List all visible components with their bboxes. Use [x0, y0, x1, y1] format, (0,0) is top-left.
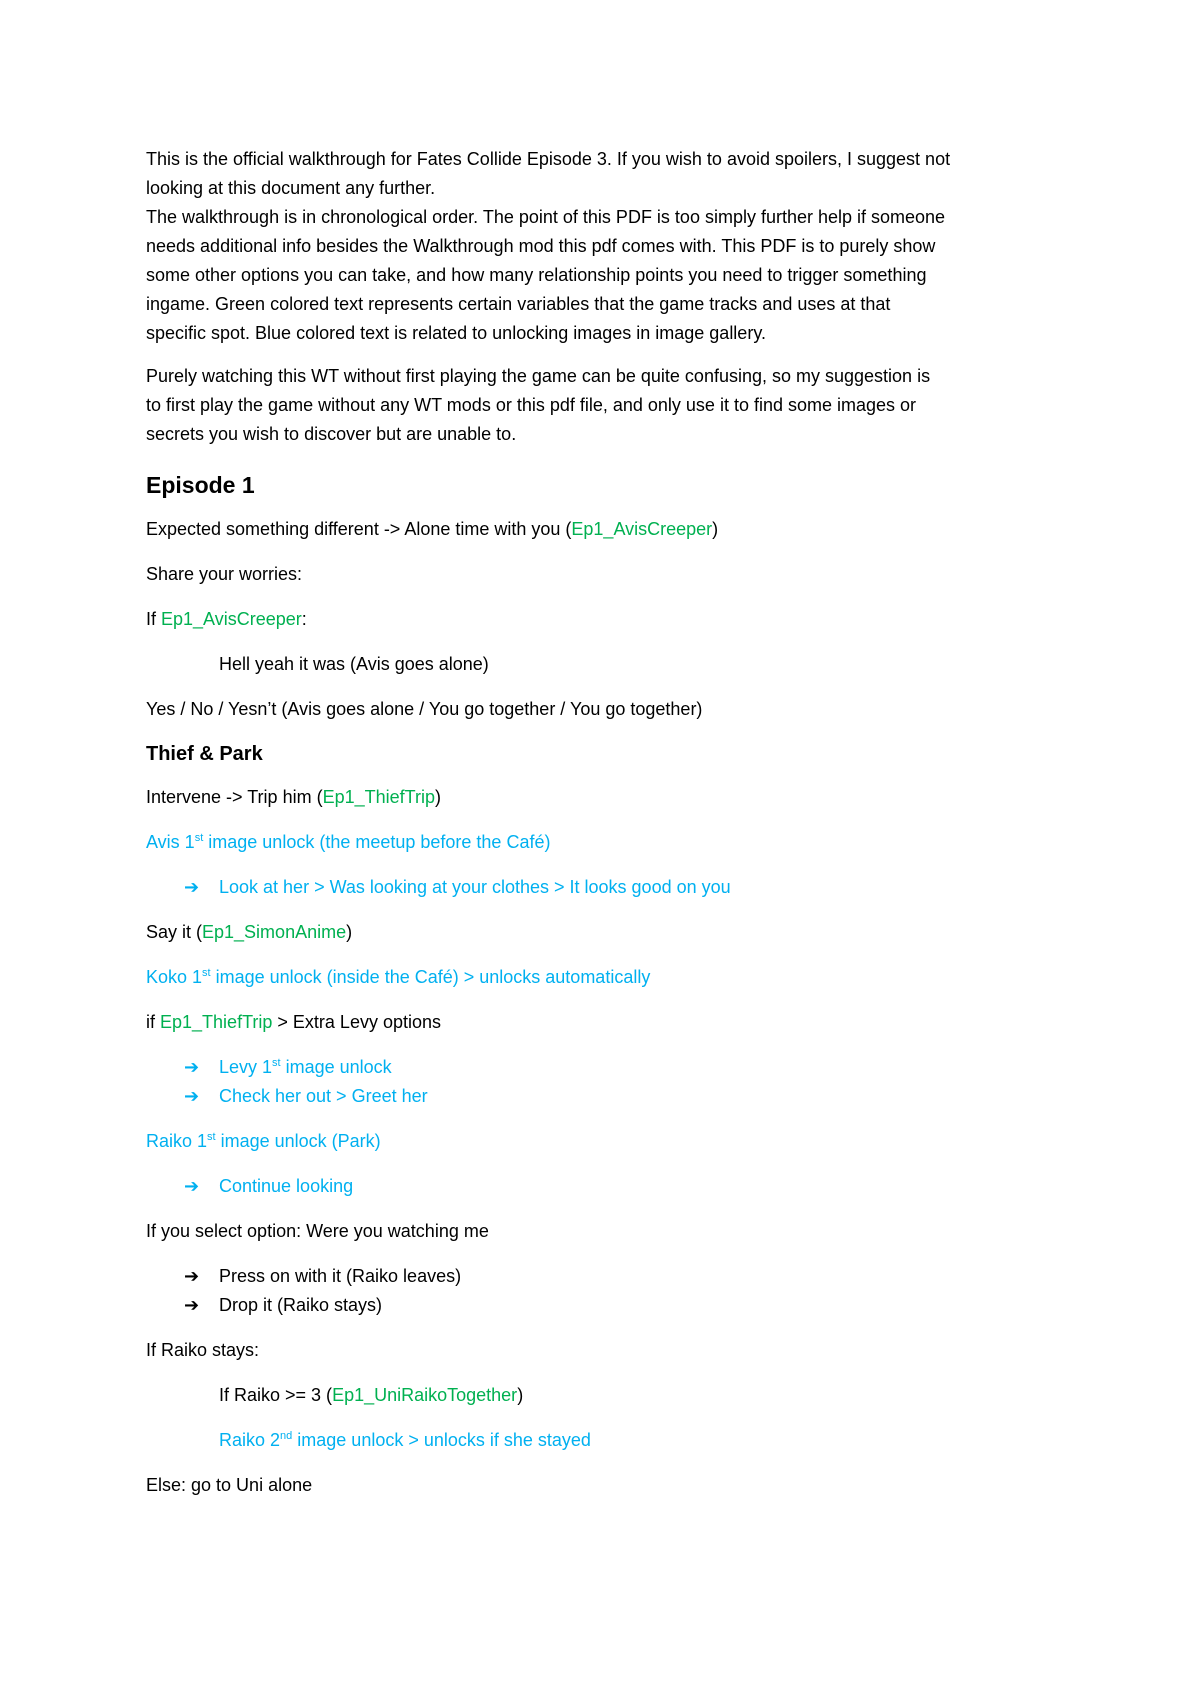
unlock-text: image unlock (inside the Café) > unlocks automatically	[210, 967, 651, 987]
choice-line: Hell yeah it was (Avis goes alone)	[219, 654, 489, 674]
condition-text: )	[517, 1385, 524, 1405]
variable-name: Ep1_AvisCreeper	[571, 519, 713, 539]
choice-line	[146, 783, 1076, 812]
image-unlock-line	[146, 1127, 1076, 1156]
ordinal-suffix: nd	[280, 1430, 293, 1442]
intro-paragraph-2	[146, 203, 1076, 348]
arrow-list	[146, 1172, 1076, 1201]
condition-line	[219, 1381, 1076, 1410]
arrow-icon: ➔	[184, 1086, 200, 1106]
intro-line: looking at this document any further.	[146, 178, 436, 198]
arrow-icon: ➔	[184, 1057, 200, 1077]
arrow-list	[146, 1262, 1076, 1320]
condition-text: If	[146, 609, 162, 629]
unlock-text: image unlock > unlocks if she stayed	[292, 1430, 591, 1450]
arrow-item	[184, 873, 1076, 902]
image-unlock-line	[219, 1426, 1076, 1455]
image-unlock-line	[146, 963, 1076, 992]
unlock-text: Koko 1	[146, 967, 203, 987]
intro-line: specific spot. Blue colored text is related to unlocking images in image gallery.	[146, 323, 766, 343]
unlock-text: image unlock	[280, 1057, 392, 1077]
choice-line: If you select option: Were you watching me	[146, 1221, 489, 1241]
choice-text: )	[434, 787, 441, 807]
condition-text: :	[301, 609, 307, 629]
arrow-item	[184, 1172, 1076, 1201]
variable-name: Ep1_ThiefTrip	[322, 787, 435, 807]
intro-paragraph-3	[146, 362, 1076, 449]
unlock-text: Raiko 2	[219, 1430, 281, 1450]
condition-text: If Raiko >= 3 (	[219, 1385, 333, 1405]
condition-text: > Extra Levy options	[272, 1012, 441, 1032]
image-unlock-line	[146, 828, 1076, 857]
intro-line: some other options you can take, and how many relationship points you need to trigger something	[146, 265, 927, 285]
arrow-item-text	[219, 1053, 392, 1082]
intro-line: Purely watching this WT without first playing the game can be quite confusing, so my suggestion is	[146, 366, 931, 386]
ordinal-suffix: st	[207, 1131, 216, 1143]
condition-line	[146, 605, 1076, 634]
condition-line: If Raiko stays:	[146, 1340, 260, 1360]
variable-name: Ep1_UniRaikoTogether	[332, 1385, 518, 1405]
choice-text: )	[346, 922, 353, 942]
choice-line	[146, 515, 1076, 544]
intro-line: This is the official walkthrough for Fates Collide Episode 3. If you wish to avoid spoilers, I suggest not	[146, 149, 951, 169]
choice-text: Expected something different -> Alone time with you (	[146, 519, 572, 539]
intro-line: secrets you wish to discover but are unable to.	[146, 424, 517, 444]
arrow-item-text: Look at her > Was looking at your clothes > It looks good on you	[219, 877, 731, 897]
unlock-text: image unlock (the meetup before the Café)	[203, 832, 551, 852]
variable-name: Ep1_AvisCreeper	[161, 609, 302, 629]
unlock-text: image unlock (Park)	[215, 1131, 381, 1151]
document-body	[146, 145, 1076, 1516]
episode-1-heading: Episode 1	[146, 472, 255, 498]
arrow-item-text: Press on with it (Raiko leaves)	[219, 1266, 462, 1286]
choice-line	[146, 918, 1076, 947]
ordinal-suffix: st	[194, 832, 204, 844]
variable-name: Ep1_ThiefTrip	[160, 1012, 273, 1032]
condition-text: if	[146, 1012, 161, 1032]
intro-paragraph-1	[146, 145, 1076, 203]
arrow-item-text: Check her out > Greet her	[219, 1086, 428, 1106]
arrow-item	[184, 1082, 1076, 1111]
choice-line: Share your worries:	[146, 564, 303, 584]
unlock-text: Raiko 1	[146, 1131, 208, 1151]
arrow-list	[146, 873, 1076, 902]
arrow-item	[184, 1291, 1076, 1320]
unlock-text: Avis 1	[146, 832, 195, 852]
ordinal-suffix: st	[202, 967, 211, 979]
choice-line: Else: go to Uni alone	[146, 1475, 313, 1495]
intro-line: to first play the game without any WT mods or this pdf file, and only use it to find some images or	[146, 395, 917, 415]
choice-line: Yes / No / Yesn’t (Avis goes alone / You go together / You go together)	[146, 699, 703, 719]
intro-line: The walkthrough is in chronological order. The point of this PDF is too simply further help if someone	[146, 207, 946, 227]
arrow-icon: ➔	[184, 1295, 200, 1315]
arrow-icon: ➔	[184, 877, 200, 897]
arrow-icon: ➔	[184, 1266, 200, 1286]
arrow-item-text: Continue looking	[219, 1176, 354, 1196]
unlock-text: Levy 1	[219, 1057, 273, 1077]
choice-text: )	[712, 519, 719, 539]
intro-line: ingame. Green colored text represents certain variables that the game tracks and uses at that	[146, 294, 891, 314]
variable-name: Ep1_SimonAnime	[202, 922, 347, 942]
choice-text: Intervene -> Trip him (	[146, 787, 323, 807]
arrow-icon: ➔	[184, 1176, 200, 1196]
ordinal-suffix: st	[272, 1057, 281, 1069]
arrow-item-text: Drop it (Raiko stays)	[219, 1295, 383, 1315]
arrow-item	[184, 1053, 1076, 1082]
intro-line: needs additional info besides the Walkthrough mod this pdf comes with. This PDF is to purely show	[146, 236, 936, 256]
arrow-item	[184, 1262, 1076, 1291]
thief-park-heading: Thief & Park	[146, 743, 263, 765]
condition-line	[146, 1008, 1076, 1037]
choice-text: Say it (	[146, 922, 203, 942]
arrow-list	[146, 1053, 1076, 1111]
